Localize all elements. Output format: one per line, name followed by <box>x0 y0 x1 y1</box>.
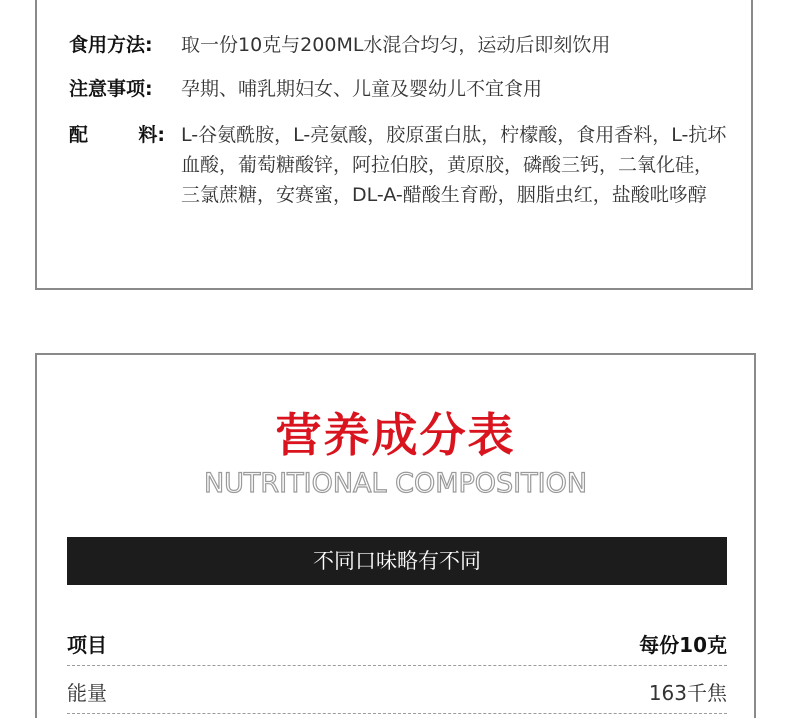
nutrition-subtitle: NUTRITIONAL COMPOSITION <box>203 468 588 499</box>
row-value-energy: 163千焦 <box>648 680 727 705</box>
ingredients-label-part1: 配 <box>69 124 89 146</box>
header-per-serving: 每份10克 <box>639 632 727 657</box>
nutrition-card <box>35 353 756 718</box>
nutrition-title: 营养成分表 <box>275 408 516 462</box>
usage-value: 取一份10克与200ML水混合均匀，运动后即刻饮用 <box>181 34 611 56</box>
caution-value: 孕期、哺乳期妇女、儿童及婴幼儿不宜食用 <box>181 78 543 100</box>
nutrition-table-header <box>67 621 727 666</box>
usage-info-card <box>35 0 753 290</box>
ingredients-value: L-谷氨酰胺，L-亮氨酸，胶原蛋白肽，柠檬酸，食用香料，L-抗坏血酸，葡萄糖酸锌，阿拉伯胶，黄原胶，磷酸三钙，二氧化硅，三氯蔗糖，安赛蜜，DL-A-醋酸生育酚，胭脂虫红，盐酸吡哆醇 <box>181 124 727 206</box>
usage-label: 食用方法: <box>69 34 153 56</box>
flavor-note-bar: 不同口味略有不同 <box>67 537 727 585</box>
usage-row <box>69 30 729 60</box>
ingredients-label-part2: 料: <box>138 124 165 146</box>
caution-row <box>69 74 729 104</box>
table-row <box>67 669 727 714</box>
caution-label: 注意事项: <box>69 78 153 100</box>
header-item: 项目 <box>67 632 107 657</box>
ingredients-row <box>69 120 729 210</box>
row-item-energy: 能量 <box>67 680 107 705</box>
ingredients-label <box>69 120 165 150</box>
